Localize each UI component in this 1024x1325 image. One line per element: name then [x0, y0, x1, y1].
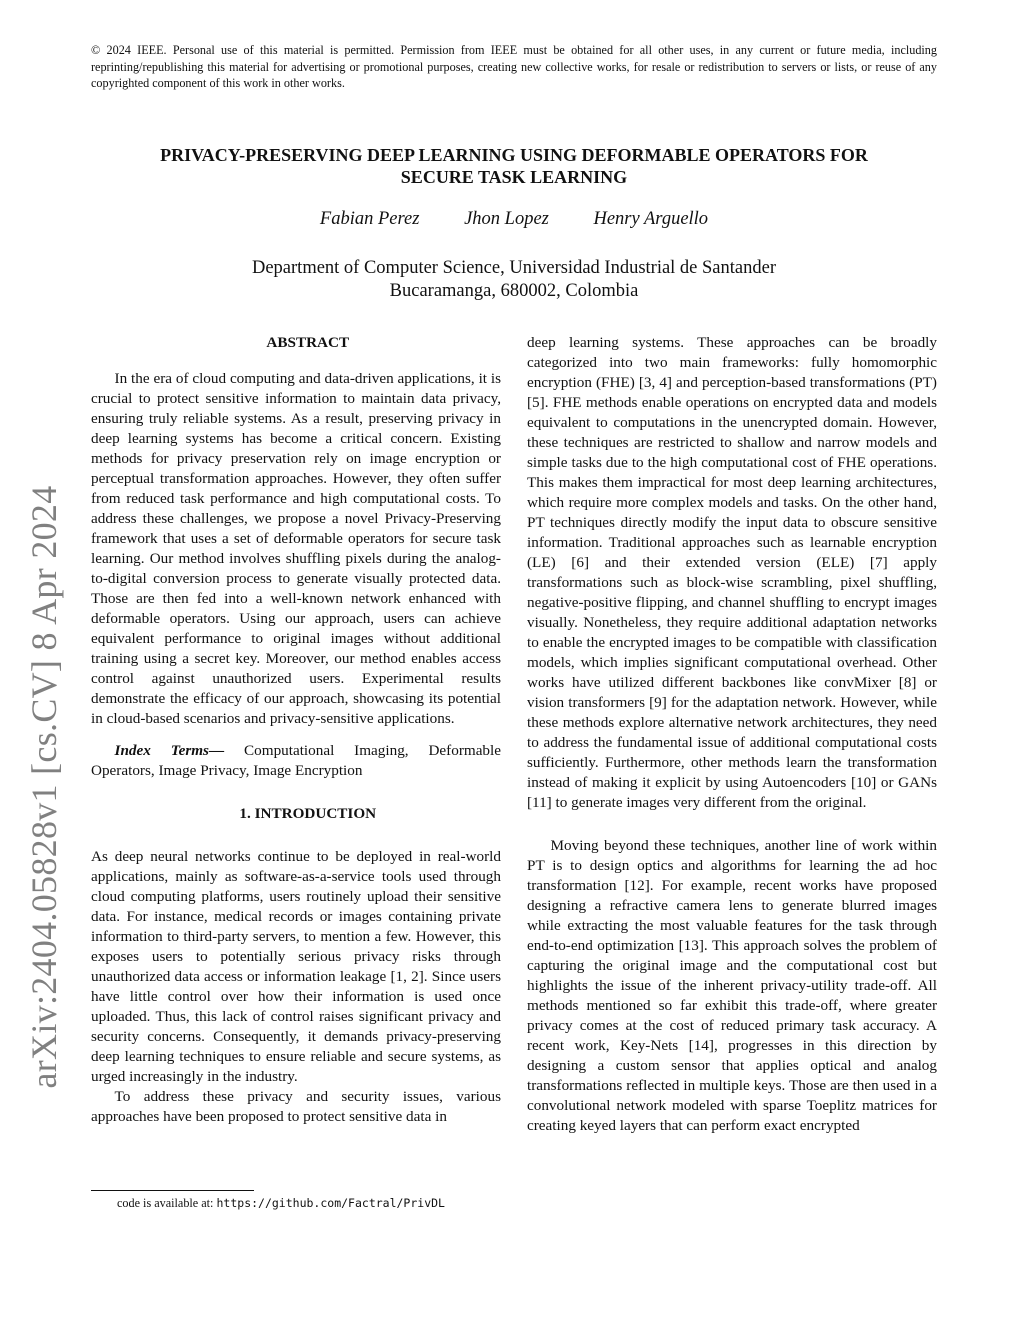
footnote [117, 1196, 445, 1211]
author-list [91, 209, 937, 230]
abstract-body: In the era of cloud computing and data-driven applications, it is crucial to protect sensitive information to maintain data privacy, ensuring truly reliable systems. As a result, preserving privacy in deep learning systems has become a critical concern. Existing methods for privacy preservation rely on image encryption or perceptual transformation approaches. However, they often suffer from reduced task performance and high computational costs. To address these challenges, we propose a novel Privacy-Preserving framework that uses a set of deformable operators for secure task learning. Our method involves shuffling pixels during the analog-to-digital conversion process to generate visually protected data. Those are then fed into a well-known network enhanced with deformable operators. Using our approach, users can achieve equivalent performance to original images without additional training using a secret key. Moreover, our method enables access control against unauthorized users. Experimental results demonstrate the efficacy of our approach, showcasing its potential in cloud-based scenarios and privacy-sensitive applications. [91, 370, 501, 727]
right-paragraph-1: deep learning systems. These approaches can be broadly categorized into two main frameworks: fully homomorphic encryption (FHE) [3, 4] and perception-based transformations (PT) [5]. FHE methods enable operations on encrypted data and models equivalent to computations in the unencrypted domain. However, these techniques are restricted to shallow and narrow models and simple tasks due to the high computational cost of FHE operations. This makes them impractical for most deep learning architectures, which require more complex models and tasks. On the other hand, PT techniques directly modify the input data to obscure sensitive information. Traditional approaches such as learnable encryption (LE) [6] and their extended version (ELE) [7] apply transformations such as block-wise scrambling, pixel shuffling, negative-positive flipping, and channel shuffling to encrypt images visually. Nonetheless, they require additional adaptation networks to enable the encrypted images to be compatible with classification models, which implies significant computational overhead. Other works have utilized different backbones like convMixer [8] or vision transformers [9] for the adaptation network. However, while these methods explore alternative network architectures, they need to address the fundamental issue of additional computational costs sufficiently. Furthermore, other methods learn the transformation instead of making it explicit by using Autoencoders [10] or GANs [11] to generate images very different from the original. [527, 334, 937, 811]
footnote-code-link[interactable]: https://github.com/Factral/PrivDL [216, 1196, 445, 1210]
footnote-label: code is available at: [117, 1196, 217, 1210]
affiliation [91, 257, 937, 303]
right-paragraph-2: Moving beyond these techniques, another line of work within PT is to design optics and algorithms for learning the ad hoc transformation [12]. For example, recent works have proposed designing a refractive camera lens to generate blurred images while extracting the most valuable features for the task through end-to-end optimization [13]. This approach solves the problem of capturing the original image and the computational cost but highlights the issue of the inherent privacy-utility trade-off. All methods mentioned so far exhibit this trade-off, where greater privacy comes at the cost of reduced primary task accuracy. A recent work, Key-Nets [14], progresses in this direction by designing a custom sensor that applies optical and analog transformations reflected in multiple keys. Those are then used in a convolutional network modeled with sparse Toeplitz matrices for creating keyed layers that can perform exact encrypted [527, 837, 937, 1134]
affiliation-line-2: Bucaramanga, 680002, Colombia [389, 281, 639, 301]
introduction-heading: 1. INTRODUCTION [239, 805, 377, 822]
arxiv-watermark: arXiv:2404.05828v1 [cs.CV] 8 Apr 2024 [24, 485, 64, 1089]
footnote-rule [91, 1190, 254, 1191]
paper-title [91, 144, 937, 188]
left-column [91, 333, 501, 1127]
affiliation-line-1: Department of Computer Science, Universidad Industrial de Santander [251, 258, 776, 278]
author-2: Jhon Lopez [464, 209, 549, 229]
title-line-1: PRIVACY-PRESERVING DEEP LEARNING USING DEFORMABLE OPERATORS FOR [160, 145, 868, 165]
intro-paragraph-2: To address these privacy and security issues, various approaches have been proposed to protect sensitive data in [91, 1088, 501, 1125]
right-column [527, 333, 937, 1136]
index-terms [91, 741, 501, 781]
author-3: Henry Arguello [593, 209, 709, 229]
author-1: Fabian Perez [319, 209, 420, 229]
abstract-heading: ABSTRACT [266, 334, 350, 351]
intro-paragraph-1: As deep neural networks continue to be deployed in real-world applications, mainly as software-as-a-service tools used through cloud computing platforms, users routinely upload their sensitive data. For instance, medical records or images containing private information to third-party servers, to mention a few. However, this exposes users to potentially serious privacy risks through unauthorized data access or information leakage [1, 2]. Since users have little control over how their information is used once uploaded. Thus, this lack of control raises significant privacy and security concerns. Consequently, it demands privacy-preserving deep learning techniques to ensure reliable and secure systems, as urged increasingly in the industry. [91, 848, 501, 1085]
index-terms-label: Index Terms— [114, 742, 225, 759]
copyright-notice: © 2024 IEEE. Personal use of this material is permitted. Permission from IEEE must be obtained for all other uses, in any current or future media, including reprinting/republishing this material for advertising or promotional purposes, creating new collective works, for resale or redistribution to servers or lists, or reuse of any copyrighted component of this work in other works. [91, 43, 937, 90]
title-line-2: SECURE TASK LEARNING [400, 167, 628, 187]
index-terms-list: Computational Imaging, Deformable Operators, Image Privacy, Image Encryption [91, 742, 501, 779]
